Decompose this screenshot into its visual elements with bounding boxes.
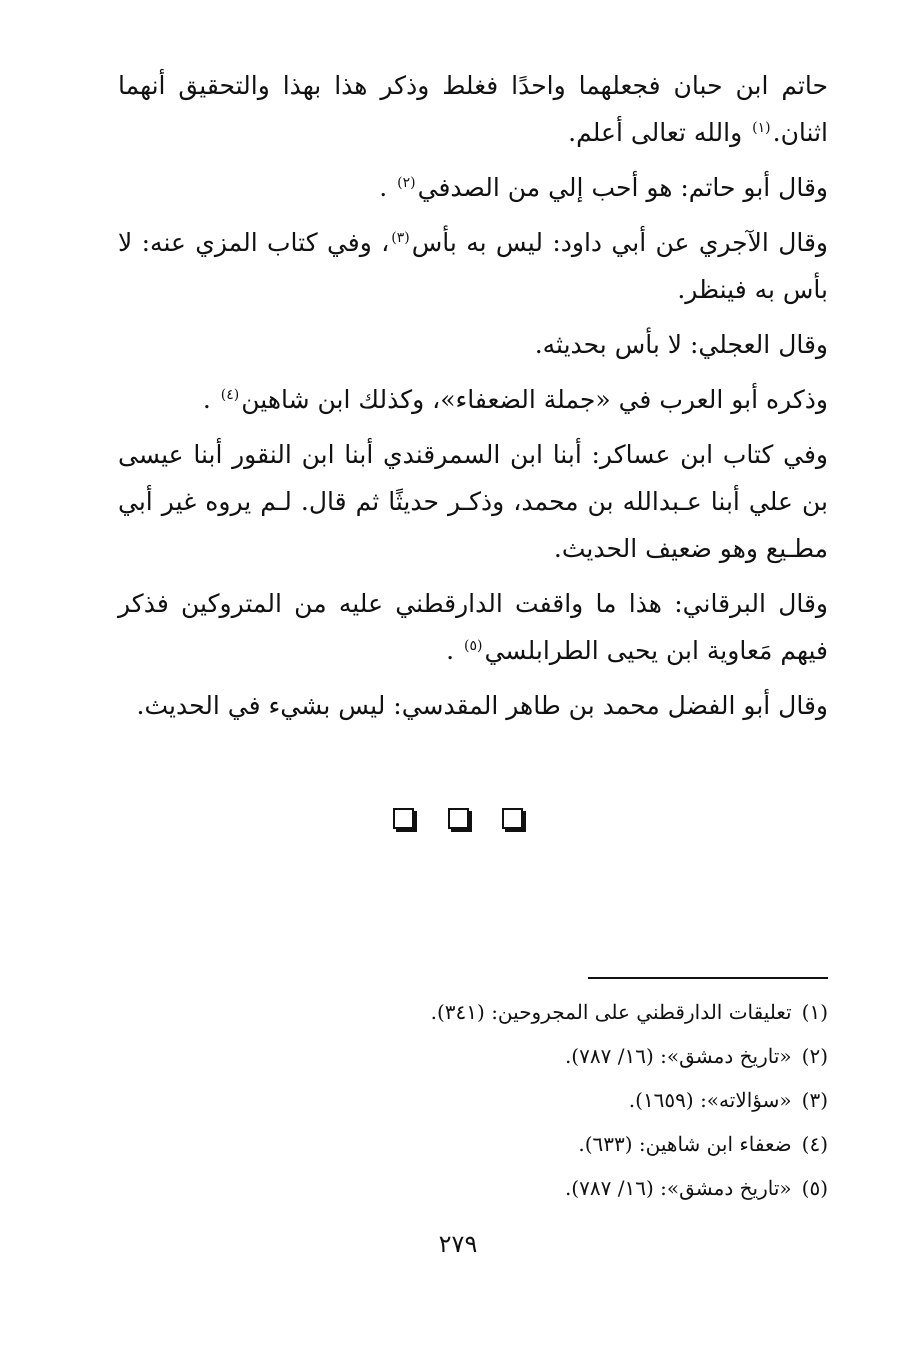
footnote-number: (٢) — [801, 1044, 828, 1068]
footnote-ref-2: (٢) — [397, 174, 416, 191]
footnote-text: تعليقات الدارقطني على المجروحين: (٣٤١). — [430, 1000, 792, 1024]
footnote-number: (٣) — [801, 1088, 828, 1112]
paragraph-2: وقال أبو حاتم: هو أحب إلي من الصدفي$^{(٢)}$ . — [379, 173, 828, 202]
footnote-1 — [118, 990, 828, 1034]
paragraph-1: حاتم ابن حبان فجعلهما واحدًا فغلط وذكر هذا بهذا والتحقيق أنهما اثنان.$^{(١)}$ والله تعالى أعلم. — [118, 71, 828, 147]
footnote-text: «تاريخ دمشق»: (١٦/ ٧٨٧). — [564, 1044, 792, 1068]
footnote-text: ضعفاء ابن شاهين: (٦٣٣). — [578, 1132, 792, 1156]
footnote-2 — [118, 1034, 828, 1078]
paragraph-5: وذكره أبو العرب في «جملة الضعفاء»، وكذلك ابن شاهين$^{(٤)}$ . — [202, 385, 828, 414]
paragraph-3: وقال الآجري عن أبي داود: ليس به بأس$^{(٣)}$، وفي كتاب المزي عنه: لا بأس به فينظر. — [118, 228, 829, 304]
main-text — [118, 62, 828, 737]
square-ornament-icon — [502, 808, 523, 829]
section-separator — [0, 808, 916, 833]
footnotes — [118, 990, 828, 1210]
footnote-rule — [588, 977, 828, 979]
square-ornament-icon — [448, 808, 469, 829]
paragraph-4: وقال العجلي: لا بأس بحديثه. — [534, 330, 828, 359]
square-ornament-icon — [393, 808, 414, 829]
footnote-ref-4: (٤) — [220, 386, 240, 403]
page-number: ٢٧٩ — [438, 1230, 478, 1258]
footnote-3 — [118, 1078, 828, 1122]
footnote-text: «سؤالاته»: (١٦٥٩). — [628, 1088, 792, 1112]
footnote-ref-1: (١) — [752, 119, 771, 136]
footnote-5 — [118, 1166, 828, 1210]
footnote-number: (٤) — [801, 1132, 828, 1156]
footnote-ref-5: (٥) — [463, 637, 483, 654]
paragraph-6: وفي كتاب ابن عساكر: أبنا ابن السمرقندي أبنا ابن النقور أبنا عيسى بن علي أبنا عـبدالله بن محمد، وذكـر حديثًا ثم قال. لـم يروه غير أبي مطـيع وهو ضعيف الحديث. — [118, 440, 828, 563]
footnote-number: (٥) — [801, 1176, 828, 1200]
paragraph-7: وقال البرقاني: هذا ما واقفت الدارقطني عليه من المتروكين فذكر فيهم مَعاوية ابن يحيى الطرابلسي$^{(٥)}$ . — [118, 589, 828, 665]
footnote-ref-3: (٣) — [391, 229, 410, 246]
footnote-text: «تاريخ دمشق»: (١٦/ ٧٨٧). — [564, 1176, 792, 1200]
footnote-number: (١) — [801, 1000, 828, 1024]
paragraph-8: وقال أبو الفضل محمد بن طاهر المقدسي: ليس بشيء في الحديث. — [136, 691, 828, 720]
footnote-4 — [118, 1122, 828, 1166]
